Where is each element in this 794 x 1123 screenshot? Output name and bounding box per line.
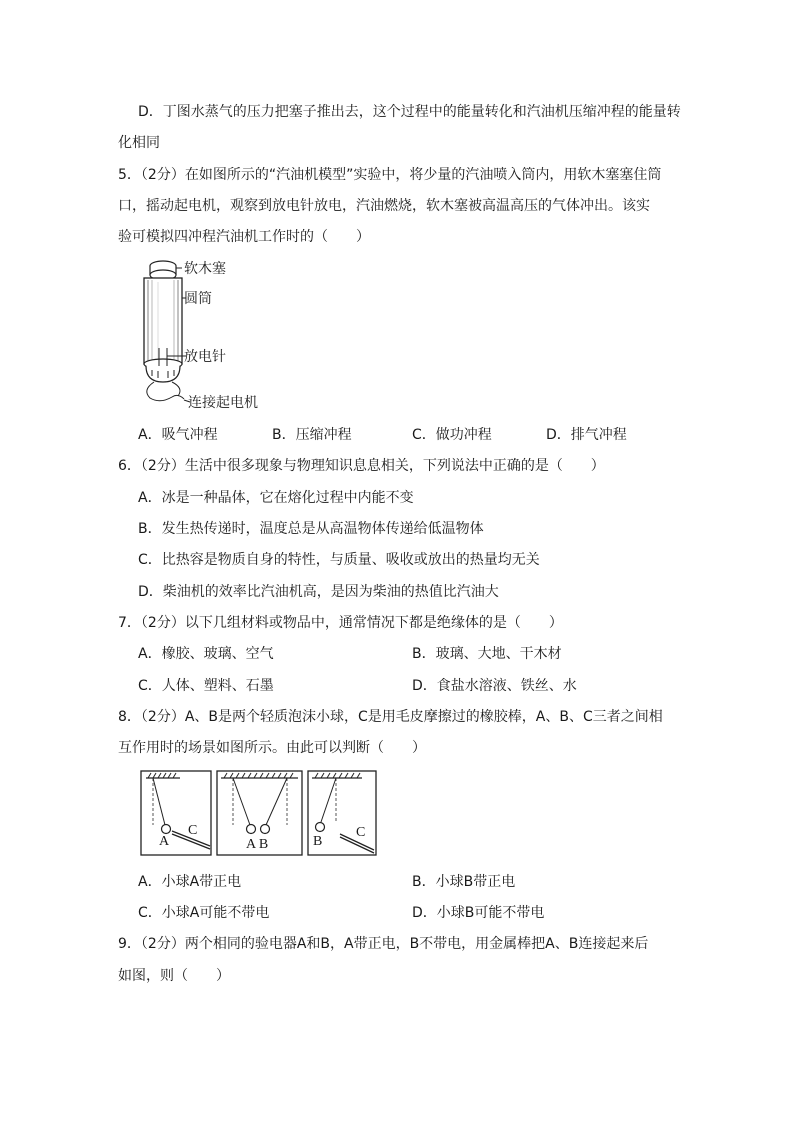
needle-label: 放电针 <box>184 349 226 365</box>
q7-option-d: D．食盐水溶液、铁丝、水 <box>412 678 577 694</box>
q5-option-d: D．排气冲程 <box>546 427 627 443</box>
q8-p1-label-a: A <box>159 834 170 849</box>
q5-option-b: B．压缩冲程 <box>272 427 352 443</box>
q5-stem-line1: 5．（2分）在如图所示的“汽油机模型”实验中，将少量的汽油喷入筒内，用软木塞塞住筒 <box>118 167 662 183</box>
q7-option-b: B．玻璃、大地、干木材 <box>412 646 562 662</box>
q9-stem-line2: 如图，则（ ） <box>118 968 230 984</box>
q7-option-c: C．人体、塑料、石墨 <box>138 678 274 694</box>
q8-option-b: B．小球B带正电 <box>412 874 516 890</box>
q4-option-d-line1: D．丁图水蒸气的压力把塞子推出去，这个过程中的能量转化和汽油机压缩冲程的能量转 <box>138 104 681 120</box>
q6-option-a: A．冰是一种晶体，它在熔化过程中内能不变 <box>138 490 414 506</box>
q8-panel-3 <box>308 771 376 855</box>
q6-option-b: B．发生热传递时，温度总是从高温物体传递给低温物体 <box>138 521 484 537</box>
q7-option-a: A．橡胶、玻璃、空气 <box>138 646 274 662</box>
q8-panel-1 <box>141 771 211 855</box>
q8-stem-line1: 8．（2分）A、B是两个轻质泡沫小球，C是用毛皮摩擦过的橡胶棒，A、B、C三者之间相 <box>118 709 663 725</box>
q8-p2-label-ab: A B <box>246 837 269 852</box>
q8-panel-2 <box>217 771 302 855</box>
q4-option-d-line2: 化相同 <box>118 135 160 151</box>
q8-stem-line2: 互作用时的场景如图所示。由此可以判断（ ） <box>118 740 426 756</box>
q5-stem-line2: 口，摇动起电机，观察到放电针放电，汽油燃烧，软木塞被高温高压的气体冲出。该实 <box>118 198 650 214</box>
q8-p3-label-b: B <box>313 834 323 849</box>
q6-stem: 6．（2分）生活中很多现象与物理知识息息相关，下列说法中正确的是（ ） <box>118 458 605 474</box>
q8-charge-interaction-figure <box>140 770 378 858</box>
q8-option-a: A．小球A带正电 <box>138 874 242 890</box>
q8-p1-label-c: C <box>188 823 198 838</box>
q5-option-a: A．吸气冲程 <box>138 427 218 443</box>
q5-engine-model-figure <box>138 256 268 418</box>
generator-label: 连接起电机 <box>188 395 258 411</box>
q7-stem: 7．（2分）以下几组材料或物品中，通常情况下都是绝缘体的是（ ） <box>118 615 563 631</box>
q5-stem-line3: 验可模拟四冲程汽油机工作时的（ ） <box>118 229 370 245</box>
q9-stem-line1: 9．（2分）两个相同的验电器A和B，A带正电，B不带电，用金属棒把A、B连接起来后 <box>118 936 649 952</box>
q6-option-d: D．柴油机的效率比汽油机高，是因为柴油的热值比汽油大 <box>138 584 499 600</box>
q5-option-c: C．做功冲程 <box>412 427 492 443</box>
q8-p3-label-c: C <box>356 825 366 840</box>
cork-label: 软木塞 <box>184 261 226 277</box>
q8-option-c: C．小球A可能不带电 <box>138 905 270 921</box>
q6-option-c: C．比热容是物质自身的特性，与质量、吸收或放出的热量均无关 <box>138 552 540 568</box>
q8-option-d: D．小球B可能不带电 <box>412 905 545 921</box>
cylinder-label: 圆筒 <box>184 291 212 307</box>
